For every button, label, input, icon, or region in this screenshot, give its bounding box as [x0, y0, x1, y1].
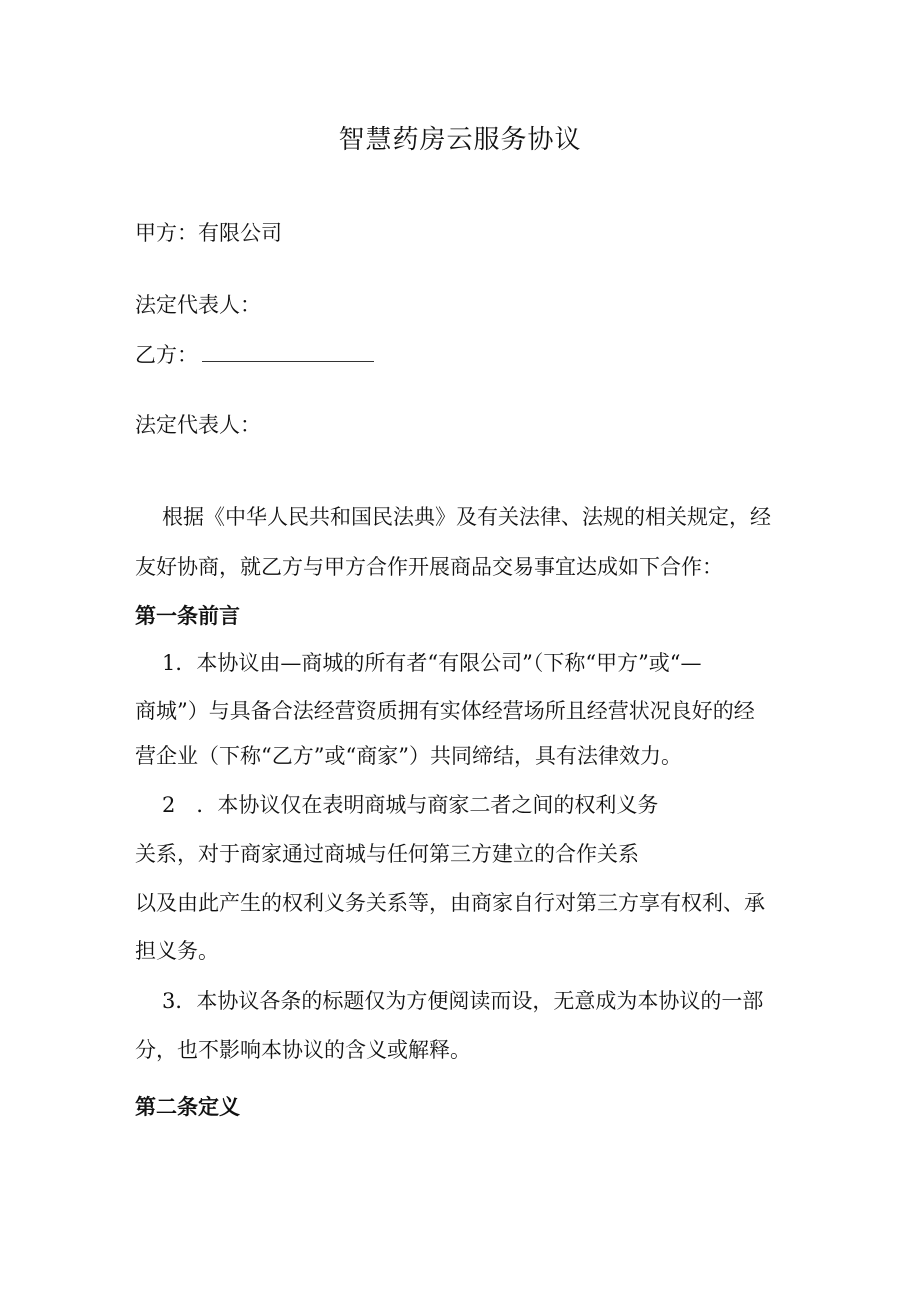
- article-1-line: 2 ．本协议仅在表明商城与商家二者之间的权利义务: [162, 793, 659, 817]
- party-a-value: 有限公司: [198, 221, 282, 245]
- article-1-line: 分，也不影响本协议的含义或解释。: [135, 1038, 471, 1062]
- article-1-line: 3．本协议各条的标题仅为方便阅读而设，无意成为本协议的一部: [162, 989, 764, 1013]
- article-1-line: 关系，对于商家通过商城与任何第三方建立的合作关系: [135, 842, 639, 866]
- party-b-representative: [135, 411, 261, 439]
- article-2-heading: 第二条定义: [135, 1094, 240, 1119]
- party-a-representative: [135, 291, 261, 319]
- party-b-blank-field: [202, 343, 374, 362]
- article-1-line: 商城”）与具备合法经营资质拥有实体经营场所且经营状况良好的经: [135, 699, 755, 723]
- article-1-line: 营企业（下称“乙方”或“商家”）共同缔结，具有法律效力。: [135, 744, 682, 768]
- party-a-line: [135, 219, 282, 247]
- party-b-line: [135, 341, 374, 369]
- article-1-line: 担义务。: [135, 939, 219, 963]
- party-b-rep-label: 法定代表人：: [135, 413, 261, 437]
- page-title: 智慧药房云服务协议: [338, 125, 582, 155]
- preamble-line-1: 根据《中华人民共和国民法典》及有关法律、法规的相关规定，经: [162, 505, 771, 529]
- article-1-heading: 第一条前言: [135, 603, 240, 628]
- article-1-line: 1．本协议由—商城的所有者“有限公司”（下称“甲方”或“—: [162, 651, 702, 675]
- preamble-line-2: 友好协商，就乙方与甲方合作开展商品交易事宜达成如下合作：: [135, 555, 723, 579]
- article-1-line: 以及由此产生的权利义务关系等，由商家自行对第三方享有权利、承: [135, 891, 765, 915]
- party-b-label: 乙方：: [135, 343, 198, 367]
- party-a-rep-label: 法定代表人：: [135, 293, 261, 317]
- party-a-label: 甲方：: [135, 221, 198, 245]
